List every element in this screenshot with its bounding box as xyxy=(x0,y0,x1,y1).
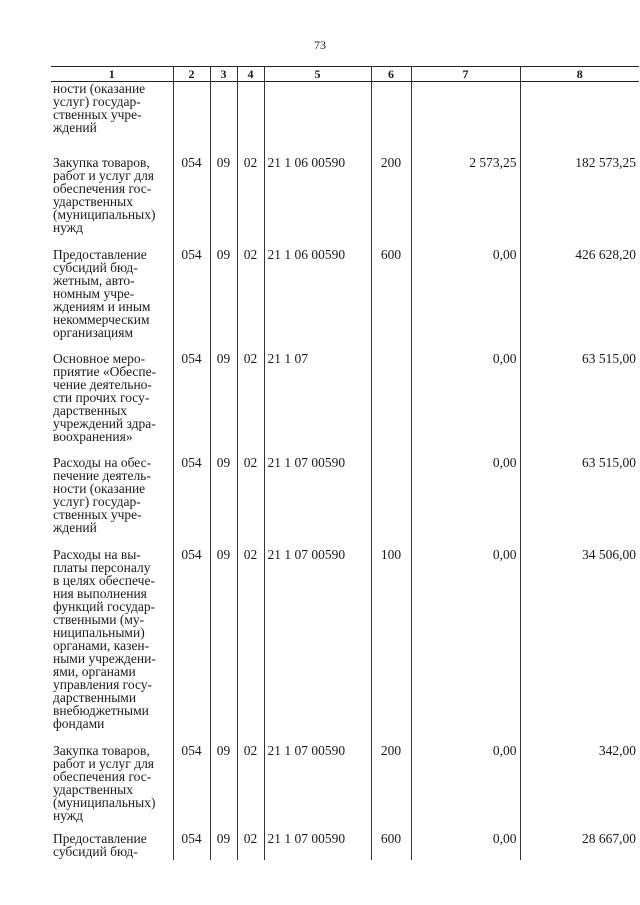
header-cell-target: 5 xyxy=(264,67,371,82)
table-row xyxy=(51,832,639,860)
row-code: 054 xyxy=(173,156,210,248)
row-amount-total: 63 515,00 xyxy=(520,456,639,548)
row-amount-total: 426 628,20 xyxy=(520,248,639,352)
row-type: 600 xyxy=(371,832,411,860)
row-amount-total xyxy=(520,82,639,156)
row-amount-change: 0,00 xyxy=(411,352,520,456)
table-row xyxy=(51,548,639,744)
row-type xyxy=(371,352,411,456)
row-name: Расходы на вы- платы персоналу в целях обеспече- ния выполнения функций государ- ственными (му- ниципальными) органами, казен- ными учреждени- ями, органами управления госу- дарственными внебюджетными фондами xyxy=(53,546,156,731)
row-section: 09 xyxy=(210,832,237,860)
row-amount-total: 63 515,00 xyxy=(520,352,639,456)
row-subsection: 02 xyxy=(237,248,264,352)
row-name: Предоставление субсидий бюд- xyxy=(53,830,147,859)
row-target xyxy=(264,82,371,156)
row-amount-change xyxy=(411,82,520,156)
row-section xyxy=(210,82,237,156)
header-cell-amount-change: 7 xyxy=(411,67,520,82)
header-cell-code: 2 xyxy=(173,67,210,82)
row-amount-change: 0,00 xyxy=(411,456,520,548)
page-number: 73 xyxy=(314,38,326,52)
row-subsection: 02 xyxy=(237,548,264,744)
row-subsection: 02 xyxy=(237,156,264,248)
row-amount-total: 182 573,25 xyxy=(520,156,639,248)
header-row xyxy=(51,67,639,82)
table-row xyxy=(51,82,639,156)
row-subsection xyxy=(237,82,264,156)
row-target: 21 1 07 00590 xyxy=(264,456,371,548)
budget-table xyxy=(51,66,639,860)
row-subsection: 02 xyxy=(237,352,264,456)
row-name: Предоставление субсидий бюд- жетным, авто- номным учре- ждениям и иным некоммерческим организациям xyxy=(53,246,151,340)
row-section: 09 xyxy=(210,456,237,548)
row-section: 09 xyxy=(210,248,237,352)
row-type: 100 xyxy=(371,548,411,744)
header-cell-amount-total: 8 xyxy=(520,67,639,82)
row-name: Закупка товаров, работ и услуг для обеспечения гос- ударственных (муниципальных) нужд xyxy=(53,742,156,823)
row-subsection: 02 xyxy=(237,456,264,548)
row-type: 200 xyxy=(371,744,411,832)
row-section: 09 xyxy=(210,548,237,744)
row-code xyxy=(173,82,210,156)
row-code: 054 xyxy=(173,548,210,744)
row-type xyxy=(371,82,411,156)
row-target: 21 1 06 00590 xyxy=(264,248,371,352)
row-section: 09 xyxy=(210,352,237,456)
row-amount-total: 28 667,00 xyxy=(520,832,639,860)
row-name: Основное меро- приятие «Обеспе- чение деятельно- сти прочих госу- дарственных учреждений здра- воохранения» xyxy=(53,350,157,444)
row-code: 054 xyxy=(173,248,210,352)
row-code: 054 xyxy=(173,832,210,860)
row-target: 21 1 06 00590 xyxy=(264,156,371,248)
row-code: 054 xyxy=(173,456,210,548)
row-amount-total: 342,00 xyxy=(520,744,639,832)
row-type: 600 xyxy=(371,248,411,352)
row-type: 200 xyxy=(371,156,411,248)
row-code: 054 xyxy=(173,744,210,832)
header-cell-name: 1 xyxy=(51,67,173,82)
row-subsection: 02 xyxy=(237,744,264,832)
table-body xyxy=(51,82,639,860)
row-name: Закупка товаров, работ и услуг для обеспечения гос- ударственных (муниципальных) нужд xyxy=(53,154,156,235)
row-amount-total: 34 506,00 xyxy=(520,548,639,744)
row-type xyxy=(371,456,411,548)
row-target: 21 1 07 00590 xyxy=(264,744,371,832)
table-row xyxy=(51,248,639,352)
row-amount-change: 0,00 xyxy=(411,248,520,352)
table-row xyxy=(51,156,639,248)
row-target: 21 1 07 00590 xyxy=(264,832,371,860)
row-amount-change: 2 573,25 xyxy=(411,156,520,248)
row-amount-change: 0,00 xyxy=(411,548,520,744)
table-row xyxy=(51,744,639,832)
row-amount-change: 0,00 xyxy=(411,832,520,860)
header-cell-subsection: 4 xyxy=(237,67,264,82)
row-target: 21 1 07 xyxy=(264,352,371,456)
header-cell-section: 3 xyxy=(210,67,237,82)
row-target: 21 1 07 00590 xyxy=(264,548,371,744)
row-amount-change: 0,00 xyxy=(411,744,520,832)
row-name: Расходы на обес- печение деятель- ности (оказание услуг) государ- ственных учре- ждений xyxy=(53,454,152,535)
row-section: 09 xyxy=(210,744,237,832)
table-row xyxy=(51,456,639,548)
row-section: 09 xyxy=(210,156,237,248)
table-header xyxy=(51,67,639,82)
table-row xyxy=(51,352,639,456)
row-code: 054 xyxy=(173,352,210,456)
header-cell-type: 6 xyxy=(371,67,411,82)
row-subsection: 02 xyxy=(237,832,264,860)
row-name: ности (оказание услуг) государ- ственных учре- ждений xyxy=(53,81,146,135)
